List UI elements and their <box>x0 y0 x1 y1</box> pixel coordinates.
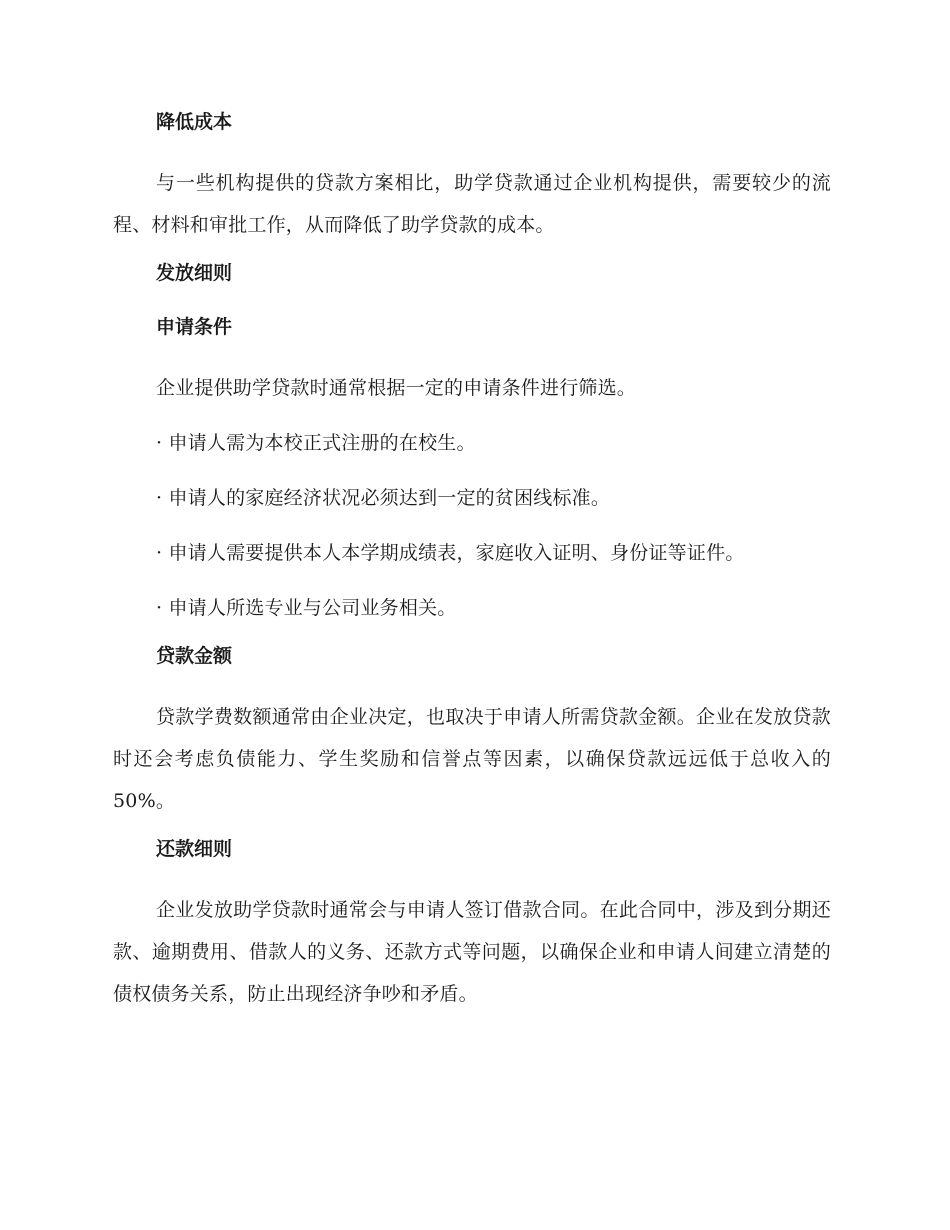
section-heading-reduce-cost: 降低成本 <box>156 111 233 133</box>
section-heading-application-conditions: 申请条件 <box>156 316 233 338</box>
bullet-item-major-related: · 申请人所选专业与公司业务相关。 <box>156 597 457 619</box>
paragraph-application-conditions: 企业提供助学贷款时通常根据一定的申请条件进行筛选。 <box>156 377 637 399</box>
document-page <box>113 108 831 1028</box>
section-heading-loan-amount: 贷款金额 <box>156 645 233 667</box>
paragraph-loan-amount: 贷款学费数额通常由企业决定，也取决于申请人所需贷款金额。企业在发放贷款时还会考虑负债能力、学生奖励和信誉点等因素，以确保贷款远远低于总收入的 50%。 <box>113 706 831 812</box>
section-heading-repayment-rules: 还款细则 <box>156 838 233 860</box>
bullet-item-documents: · 申请人需要提供本人本学期成绩表，家庭收入证明、身份证等证件。 <box>156 542 745 564</box>
paragraph-reduce-cost: 与一些机构提供的贷款方案相比，助学贷款通过企业机构提供，需要较少的流程、材料和审批工作，从而降低了助学贷款的成本。 <box>113 172 831 236</box>
bullet-item-enrolled-student: · 申请人需为本校正式注册的在校生。 <box>156 432 476 454</box>
bullet-item-poverty-line: · 申请人的家庭经济状况必须达到一定的贫困线标准。 <box>156 487 611 509</box>
paragraph-repayment-rules: 企业发放助学贷款时通常会与申请人签订借款合同。在此合同中，涉及到分期还款、逾期费用、借款人的义务、还款方式等问题，以确保企业和申请人间建立清楚的债权债务关系，防止出现经济争吵和矛盾。 <box>113 899 831 1005</box>
section-heading-disbursement-rules: 发放细则 <box>156 262 233 284</box>
